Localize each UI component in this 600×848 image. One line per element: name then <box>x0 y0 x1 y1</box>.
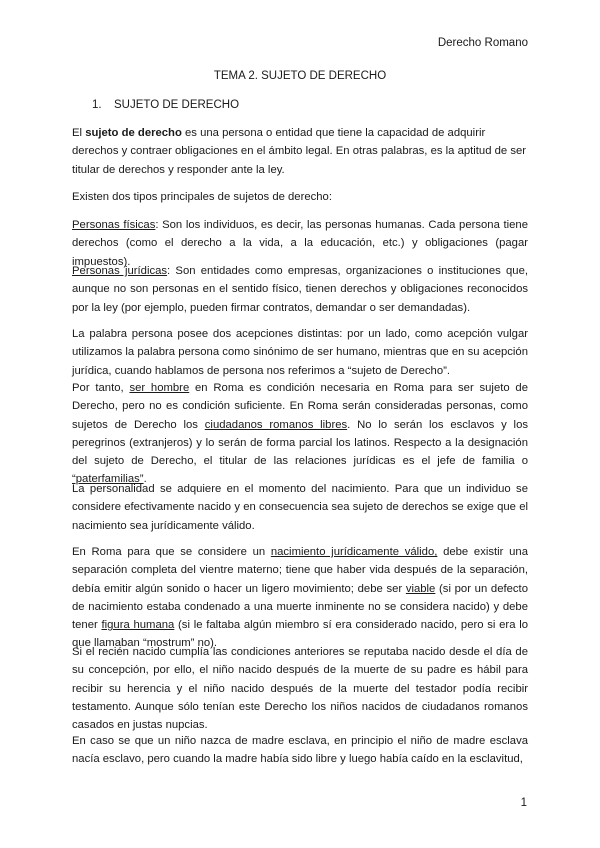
text-run: . No lo serán los esclavos y los peregrinos (extranjeros) y lo serán de forma parcial los latinos. Respecto a la designación del sujeto de Derecho, el titular de las relaciones jurídicas es el jefe de familia o <box>72 418 528 468</box>
underlined-term: figura humana <box>101 619 175 632</box>
text-run: (si le faltaba algún miembro sí era considerado nacido, pero si era lo que llamaban “mostrum” no). <box>72 619 528 650</box>
section-heading <box>92 99 239 111</box>
text-run: debe existir una separación completa del vientre materno; tiene que haber vida después de la separación, debía emitir algún sonido o hacer un ligero movimiento; debe ser <box>72 546 528 595</box>
text-run: : Son entidades como empresas, organizaciones o instituciones que, aunque no son personas en el sentido físico, tienen derechos y obligaciones reconocidos por la ley (por ejemplo, pueden firmar contratos, demandar o ser demandadas). <box>72 265 528 314</box>
text-run: es una persona o entidad que tiene la capacidad de adquirir derechos y contraer obligaciones en el ámbito legal. En otras palabras, es la aptitud de ser titular de derechos y responder ante la ley. <box>72 127 527 176</box>
paragraph-madre-esclava: En caso se que un niño nazca de madre esclava, en principio el niño de madre esclava nacía esclavo, pero cuando la madre había sido libre y luego había caído en la esclavitud, <box>72 735 528 766</box>
underlined-term: ser hombre <box>129 382 190 394</box>
bold-term: sujeto de derecho <box>85 127 182 139</box>
underlined-term: “paterfamilias” <box>72 473 144 486</box>
paragraph-acepciones: La palabra persona posee dos acepciones distintas: por un lado, como acepción vulgar utilizamos la palabra persona como sinónimo de ser humano, mientras que en su acepción jurídica, cuando hablamos de persona nos referimos a “sujeto de Derecho”. <box>72 328 528 377</box>
paragraph-personalidad: La personalidad se adquiere en el momento del nacimiento. Para que un individuo se considere efectivamente nacido y en consecuencia sea sujeto de derechos se exige que el nacimiento sea jurídicamente válido. <box>72 483 528 532</box>
section-number: 1. <box>92 99 102 111</box>
page-number: 1 <box>520 797 527 809</box>
paragraph-definition <box>72 124 528 179</box>
paragraph-nacimiento-valido <box>72 543 528 653</box>
text-run: Por tanto, <box>72 382 130 394</box>
text-run: en Roma es condición necesaria en Roma para ser sujeto de Derecho, pero no es condición suficiente. En Roma serán consideradas personas, como sujetos de Derecho los <box>72 382 528 431</box>
page-header: Derecho Romano <box>437 37 528 49</box>
text-run: (si por un defecto de nacimiento estaba condenado a una muerte inminente no se considera nacido) y debe tener <box>72 582 528 632</box>
underlined-term: Personas físicas <box>72 219 156 231</box>
paragraph-types-intro: Existen dos tipos principales de sujetos de derecho: <box>72 191 332 203</box>
section-heading-text: SUJETO DE DERECHO <box>114 99 240 111</box>
text-run: El <box>72 127 86 139</box>
underlined-term: nacimiento jurídicamente válido, <box>270 546 438 558</box>
underlined-term: ciudadanos romanos libres <box>204 418 348 431</box>
underlined-term: Personas jurídicas <box>72 265 168 277</box>
paragraph-ser-hombre <box>72 379 528 489</box>
document-title: TEMA 2. SUJETO DE DERECHO <box>213 70 387 82</box>
text-run: : Son los individuos, es decir, las personas humanas. Cada persona tiene derechos (como el derecho a la vida, a la educación, etc.) y obligaciones (pagar impuestos). <box>72 219 528 268</box>
underlined-term: viable <box>405 582 436 595</box>
paragraph-personas-juridicas <box>72 262 528 317</box>
text-run: En Roma para que se considere un <box>72 546 271 558</box>
paragraph-recien-nacido: Si el recién nacido cumplía las condiciones anteriores se reputaba nacido desde el día de su concepción, por ello, el niño nacido después de la muerte de su padre es hábil para recibir su herencia y el niño nacido después de la muerte del testador podía recibir testamento. Aunque sólo tenían este Derecho los niños nacidos de ciudadanos romanos casados en justas nupcias. <box>72 646 528 732</box>
text-run: . <box>143 473 147 486</box>
